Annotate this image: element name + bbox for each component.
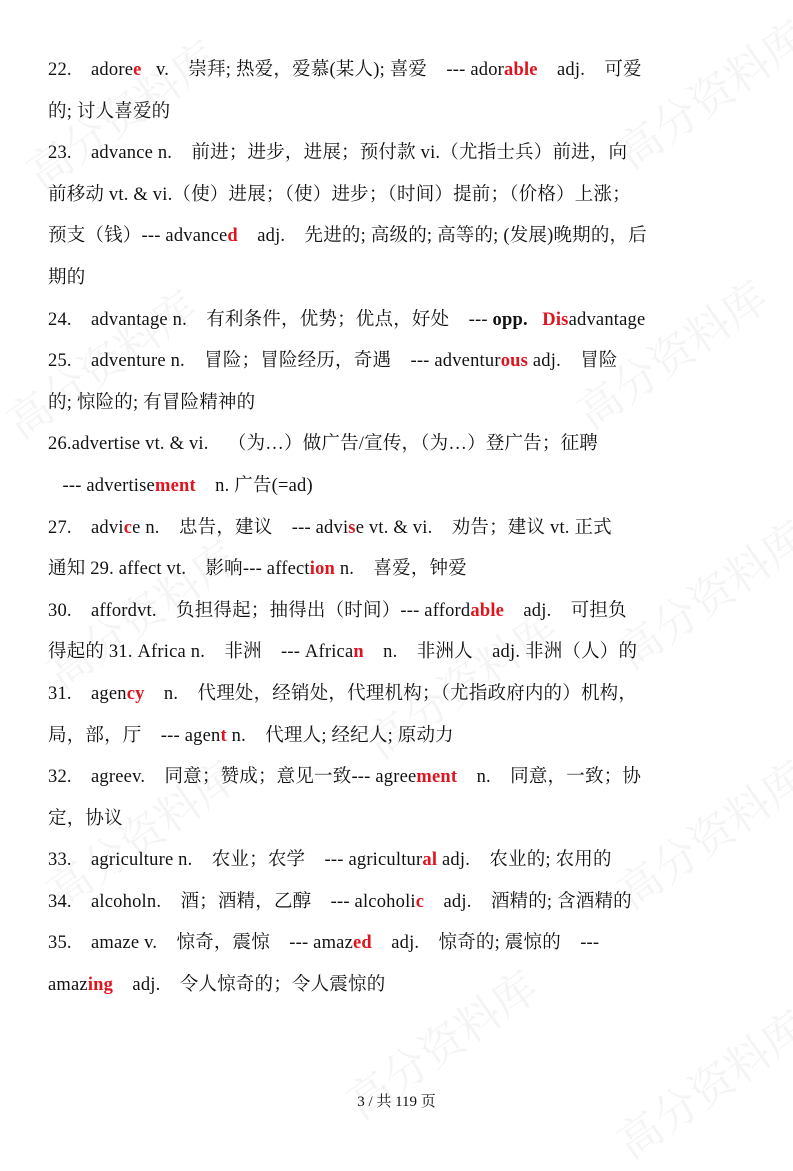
text-segment: adj. 令人惊奇的；令人震惊的 bbox=[113, 975, 386, 996]
highlighted-suffix: c bbox=[123, 517, 133, 538]
text-segment: adj. 惊奇的; 震惊的 --- bbox=[371, 933, 600, 954]
text-segment: 35. amaze v. 惊奇，震惊 --- amaz bbox=[48, 933, 353, 954]
text-segment: adj. 先进的; 高级的; 高等的; (发展)晚期的，后 bbox=[237, 226, 647, 247]
text-segment: 定，协议 bbox=[48, 808, 123, 829]
text-line bbox=[48, 347, 748, 389]
text-segment: n. 同意，一致；协 bbox=[457, 767, 642, 788]
text-segment: 26.advertise vt. & vi. （为…）做广告/宣传，（为…）登广告；征聘 bbox=[48, 434, 598, 455]
highlighted-suffix: s bbox=[348, 517, 356, 538]
text-segment: 31. agen bbox=[48, 683, 127, 704]
text-line bbox=[48, 181, 748, 223]
text-segment: amaz bbox=[48, 975, 88, 996]
highlighted-suffix: n bbox=[353, 642, 364, 663]
highlighted-suffix: cy bbox=[126, 683, 145, 704]
text-line bbox=[48, 680, 748, 722]
text-line bbox=[48, 389, 748, 431]
text-segment: 期的 bbox=[48, 267, 86, 288]
text-line bbox=[48, 722, 748, 764]
highlighted-suffix: ing bbox=[87, 975, 114, 996]
highlighted-suffix: t bbox=[220, 725, 227, 746]
text-segment: 33. agriculture n. 农业；农学 --- agricultur bbox=[48, 850, 423, 871]
text-segment: 23. advance n. 前进；进步，进展；预付款 vi.（尤指士兵）前进，向 bbox=[48, 143, 628, 164]
text-line bbox=[48, 597, 748, 639]
text-line bbox=[48, 929, 748, 971]
text-line bbox=[48, 555, 748, 597]
highlighted-suffix: e bbox=[133, 60, 142, 80]
text-segment: 得起的 31. Africa n. 非洲 --- Africa bbox=[48, 642, 354, 663]
text-segment: 32. agreev. 同意；赞成；意见一致--- agree bbox=[48, 767, 417, 788]
text-segment: e vt. & vi. 劝告；建议 vt. 正式 bbox=[355, 517, 612, 538]
watermark-text bbox=[602, 993, 793, 1171]
page-number: 3 / 共 119 页 bbox=[357, 1094, 436, 1110]
text-line bbox=[48, 846, 748, 888]
text-line bbox=[48, 222, 748, 264]
text-segment: 22. adore bbox=[48, 60, 134, 80]
text-segment: n. 代理处，经销处，代理机构；（尤指政府内的）机构， bbox=[144, 683, 638, 704]
text-line bbox=[48, 430, 748, 472]
text-segment: 预支（钱）--- advance bbox=[48, 226, 228, 247]
text-line bbox=[48, 139, 748, 181]
highlighted-suffix: able bbox=[470, 600, 505, 621]
highlighted-suffix: al bbox=[422, 850, 438, 871]
text-line bbox=[48, 888, 748, 930]
highlighted-suffix: able bbox=[504, 60, 538, 80]
text-segment: --- advertise bbox=[48, 475, 155, 496]
text-segment: 30. affordvt. 负担得起；抽得出（时间）--- afford bbox=[48, 600, 471, 621]
text-segment: n. 喜爱，钟爱 bbox=[335, 559, 467, 580]
highlighted-suffix: ment bbox=[154, 475, 196, 496]
text-line bbox=[48, 638, 748, 680]
text-line bbox=[48, 763, 748, 805]
highlighted-suffix: ment bbox=[416, 767, 458, 788]
text-segment: adj. 可担负 bbox=[504, 600, 627, 621]
text-segment: n. 非洲人 adj. 非洲（人）的 bbox=[363, 642, 638, 663]
text-line bbox=[48, 805, 748, 847]
text-segment: 24. advantage n. 有利条件，优势；优点，好处 --- bbox=[48, 309, 493, 330]
text-segment: adj. 农业的; 农用的 bbox=[437, 850, 612, 871]
text-line bbox=[48, 472, 748, 514]
text-segment: 的; 讨人喜爱的 bbox=[48, 101, 171, 122]
text-segment: 34. alcoholn. 酒；酒精，乙醇 --- alcoholi bbox=[48, 891, 416, 912]
highlighted-suffix: c bbox=[415, 891, 425, 912]
vocabulary-list bbox=[48, 56, 748, 1013]
text-segment: adj. 可爱 bbox=[537, 60, 642, 80]
text-line bbox=[48, 98, 748, 140]
highlighted-suffix: ion bbox=[309, 559, 336, 580]
highlighted-suffix: Dis bbox=[542, 309, 569, 330]
highlighted-suffix: ous bbox=[500, 351, 529, 372]
text-segment: 的; 惊险的; 有冒险精神的 bbox=[48, 392, 256, 413]
highlighted-suffix: d bbox=[227, 226, 238, 247]
text-line bbox=[48, 514, 748, 556]
text-segment: opp. bbox=[492, 309, 528, 330]
text-segment: v. 崇拜; 热爱，爱慕(某人); 喜爱 --- ador bbox=[141, 60, 505, 80]
text-segment: adj. 酒精的; 含酒精的 bbox=[424, 891, 632, 912]
text-line bbox=[48, 971, 748, 1013]
text-segment: n. 广告(=ad) bbox=[195, 475, 313, 496]
text-segment: e n. 忠告，建议 --- advi bbox=[132, 517, 349, 538]
text-line bbox=[48, 56, 748, 98]
text-segment: 通知 29. affect vt. 影响--- affect bbox=[48, 559, 310, 580]
text-segment: 25. adventure n. 冒险；冒险经历，奇遇 --- adventur bbox=[48, 351, 501, 372]
text-segment: 27. advi bbox=[48, 517, 124, 538]
highlighted-suffix: ed bbox=[353, 933, 372, 954]
text-line bbox=[48, 264, 748, 306]
text-segment: advantage bbox=[568, 309, 646, 330]
text-segment: 前移动 vt. & vi.（使）进展；（使）进步；（时间）提前；（价格）上涨； bbox=[48, 184, 631, 205]
text-line bbox=[48, 306, 748, 348]
text-segment: n. 代理人; 经纪人; 原动力 bbox=[226, 725, 454, 746]
text-segment bbox=[528, 310, 542, 330]
text-segment: 局，部，厅 --- agen bbox=[48, 725, 221, 746]
text-segment: adj. 冒险 bbox=[528, 351, 618, 372]
